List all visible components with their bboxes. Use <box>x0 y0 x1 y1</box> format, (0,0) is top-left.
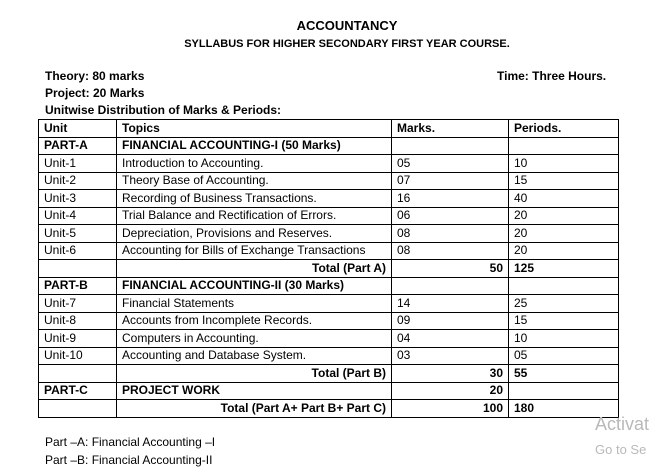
topic-cell: Introduction to Accounting. <box>117 155 392 173</box>
empty-cell <box>39 400 117 418</box>
part-a-total-label: Total (Part A) <box>117 260 392 278</box>
marks-cell: 16 <box>392 190 509 208</box>
document-subtitle: SYLLABUS FOR HIGHER SECONDARY FIRST YEAR COURSE. <box>184 38 510 50</box>
periods-cell: 10 <box>509 155 619 173</box>
unit-cell: Unit-5 <box>39 225 117 243</box>
empty-cell <box>39 260 117 278</box>
theory-marks: Theory: 80 marks <box>45 69 145 83</box>
grand-total-periods: 180 <box>509 400 619 418</box>
topic-cell: Accounting for Bills of Exchange Transactions <box>117 242 392 260</box>
table-row <box>39 347 619 365</box>
topic-cell: Computers in Accounting. <box>117 330 392 348</box>
marks-cell: 14 <box>392 295 509 313</box>
empty-cell <box>509 137 619 155</box>
part-b-total-marks: 30 <box>392 365 509 383</box>
part-a-total-row <box>39 260 619 278</box>
header-unit: Unit <box>39 120 117 138</box>
grand-total-label: Total (Part A+ Part B+ Part C) <box>117 400 392 418</box>
marks-cell: 08 <box>392 242 509 260</box>
note-part-a: Part –A: Financial Accounting –I <box>45 435 216 449</box>
header-periods: Periods. <box>509 120 619 138</box>
table-header-row <box>39 120 619 138</box>
topic-cell: Accounts from Incomplete Records. <box>117 312 392 330</box>
document-title: ACCOUNTANCY <box>296 18 398 33</box>
syllabus-table <box>38 119 619 418</box>
periods-cell: 40 <box>509 190 619 208</box>
periods-cell: 10 <box>509 330 619 348</box>
marks-cell: 04 <box>392 330 509 348</box>
empty-cell <box>392 277 509 295</box>
periods-cell: 15 <box>509 172 619 190</box>
part-a-total-periods: 125 <box>509 260 619 278</box>
topic-cell: Accounting and Database System. <box>117 347 392 365</box>
unit-cell: Unit-3 <box>39 190 117 208</box>
part-b-title: FINANCIAL ACCOUNTING-II (30 Marks) <box>117 277 392 295</box>
table-row <box>39 242 619 260</box>
project-marks: Project: 20 Marks <box>45 86 145 100</box>
distribution-heading: Unitwise Distribution of Marks & Periods: <box>45 103 282 117</box>
empty-cell <box>509 382 619 400</box>
part-a-total-marks: 50 <box>392 260 509 278</box>
table-row <box>39 312 619 330</box>
part-b-total-periods: 55 <box>509 365 619 383</box>
table-row <box>39 225 619 243</box>
periods-cell: 20 <box>509 225 619 243</box>
grand-total-row <box>39 400 619 418</box>
table-row <box>39 330 619 348</box>
part-b-total-row <box>39 365 619 383</box>
part-c-label: PART-C <box>39 382 117 400</box>
marks-cell: 08 <box>392 225 509 243</box>
unit-cell: Unit-7 <box>39 295 117 313</box>
activation-watermark-hint: Go to Se <box>595 442 647 457</box>
topic-cell: Trial Balance and Rectification of Errors. <box>117 207 392 225</box>
marks-cell: 05 <box>392 155 509 173</box>
table-row <box>39 190 619 208</box>
marks-cell: 07 <box>392 172 509 190</box>
part-b-label: PART-B <box>39 277 117 295</box>
topic-cell: Recording of Business Transactions. <box>117 190 392 208</box>
note-part-b: Part –B: Financial Accounting-II <box>45 453 213 467</box>
unit-cell: Unit-9 <box>39 330 117 348</box>
unit-cell: Unit-2 <box>39 172 117 190</box>
table-row <box>39 172 619 190</box>
empty-cell <box>509 277 619 295</box>
table-row <box>39 295 619 313</box>
table-row <box>39 155 619 173</box>
periods-cell: 25 <box>509 295 619 313</box>
topic-cell: Financial Statements <box>117 295 392 313</box>
periods-cell: 20 <box>509 242 619 260</box>
topic-cell: Depreciation, Provisions and Reserves. <box>117 225 392 243</box>
header-topics: Topics <box>117 120 392 138</box>
empty-cell <box>392 137 509 155</box>
part-c-row <box>39 382 619 400</box>
part-a-row <box>39 137 619 155</box>
periods-cell: 15 <box>509 312 619 330</box>
unit-cell: Unit-1 <box>39 155 117 173</box>
activation-watermark-title: Activat <box>595 414 650 434</box>
marks-cell: 06 <box>392 207 509 225</box>
periods-cell: 20 <box>509 207 619 225</box>
part-b-total-label: Total (Part B) <box>117 365 392 383</box>
part-a-title: FINANCIAL ACCOUNTING-I (50 Marks) <box>117 137 392 155</box>
exam-time: Time: Three Hours. <box>497 69 607 83</box>
grand-total-marks: 100 <box>392 400 509 418</box>
unit-cell: Unit-10 <box>39 347 117 365</box>
marks-cell: 09 <box>392 312 509 330</box>
empty-cell <box>39 365 117 383</box>
periods-cell: 05 <box>509 347 619 365</box>
table-row <box>39 207 619 225</box>
part-a-label: PART-A <box>39 137 117 155</box>
part-b-row <box>39 277 619 295</box>
topic-cell: Theory Base of Accounting. <box>117 172 392 190</box>
unit-cell: Unit-4 <box>39 207 117 225</box>
part-c-title: PROJECT WORK <box>117 382 392 400</box>
part-c-marks: 20 <box>392 382 509 400</box>
marks-cell: 03 <box>392 347 509 365</box>
unit-cell: Unit-6 <box>39 242 117 260</box>
header-marks: Marks. <box>392 120 509 138</box>
unit-cell: Unit-8 <box>39 312 117 330</box>
